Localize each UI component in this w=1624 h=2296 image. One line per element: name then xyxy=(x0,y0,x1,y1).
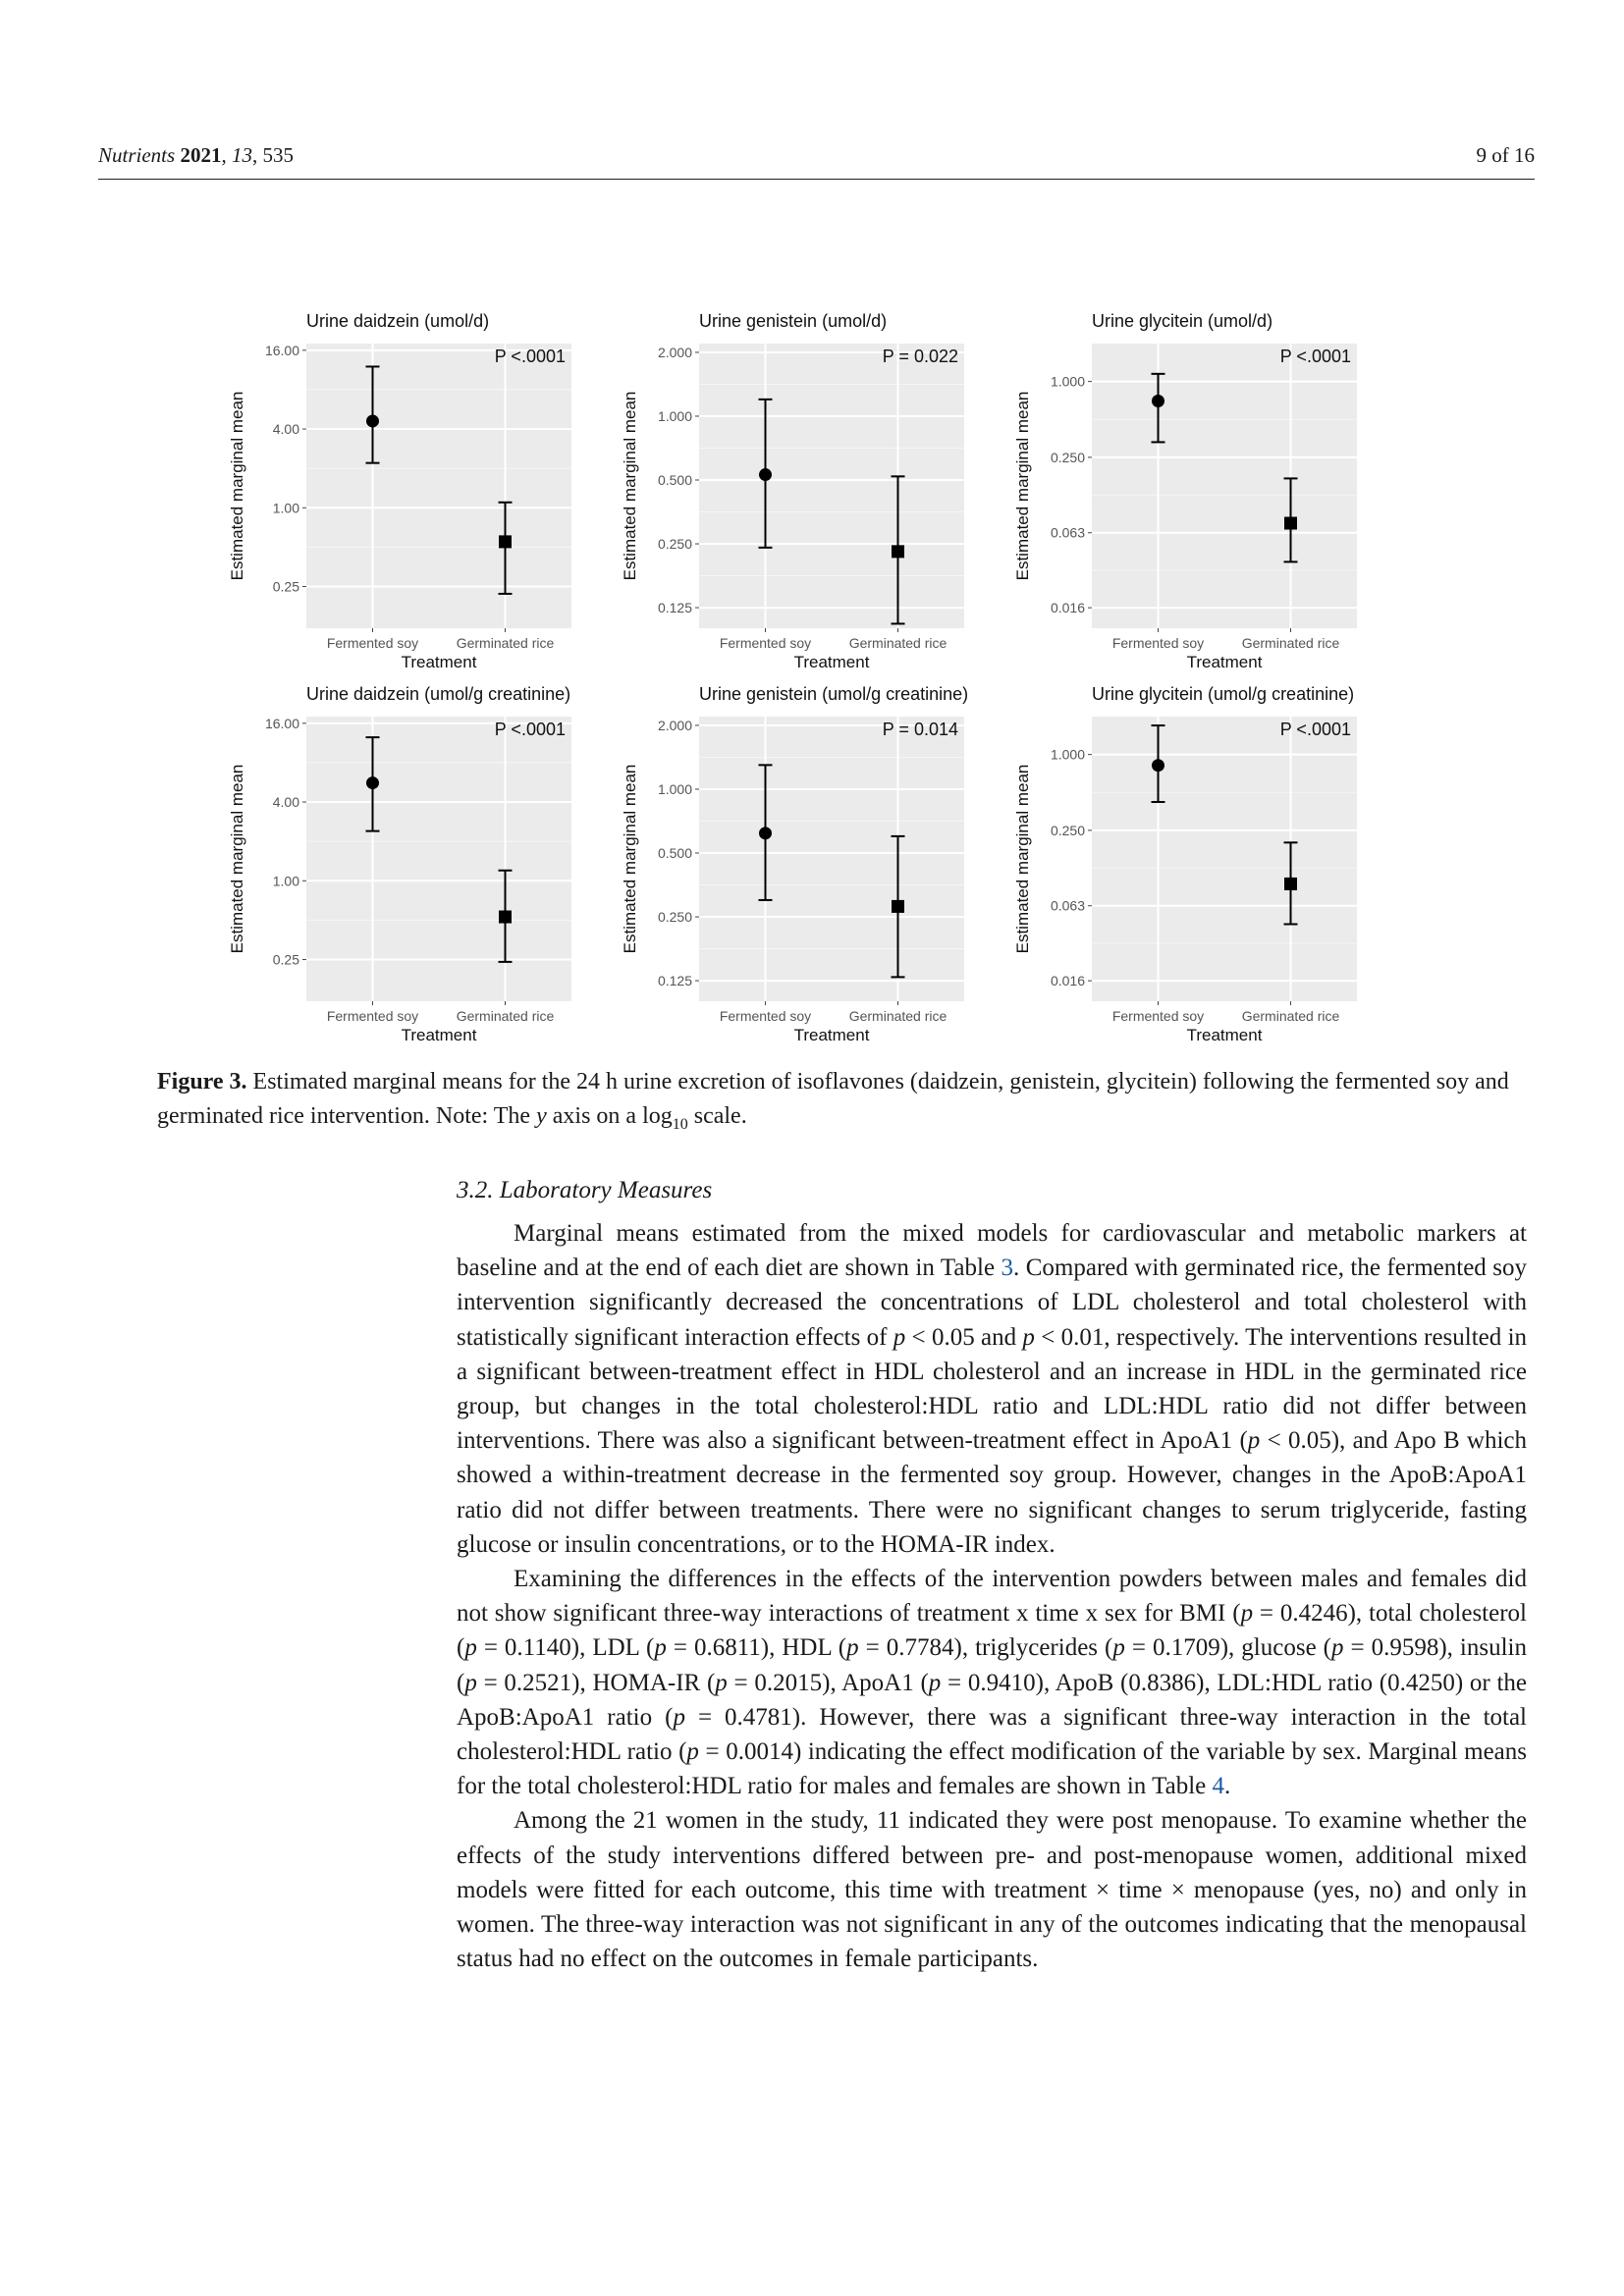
y-tick-label: 1.00 xyxy=(272,873,299,889)
x-axis-label: Treatment xyxy=(401,1026,477,1044)
p-value: P <.0001 xyxy=(494,347,566,366)
y-axis-label: Estimated marginal mean xyxy=(228,764,246,954)
x-tick-label: Fermented soy xyxy=(326,1008,419,1024)
y-axis-label: Estimated marginal mean xyxy=(1013,391,1032,581)
panel-title: Urine glycitein (umol/g creatinine) xyxy=(1092,684,1355,704)
x-tick-label: Germinated rice xyxy=(456,635,555,651)
data-point-square xyxy=(499,911,512,924)
x-axis-label: Treatment xyxy=(1186,1026,1263,1044)
y-tick-label: 2.000 xyxy=(657,344,692,360)
p-value: P = 0.022 xyxy=(882,347,958,366)
panel-title: Urine genistein (umol/d) xyxy=(699,311,888,331)
y-tick-label: 1.000 xyxy=(1050,746,1085,763)
data-point-circle xyxy=(759,827,772,839)
y-axis-label: Estimated marginal mean xyxy=(228,391,246,581)
data-point-square xyxy=(1284,878,1297,890)
panel-title: Urine genistein (umol/g creatinine) xyxy=(699,684,969,704)
x-tick-label: Fermented soy xyxy=(1111,635,1205,651)
figure-3-panels xyxy=(0,0,1624,1050)
y-tick-label: 1.00 xyxy=(272,500,299,516)
x-tick-label: Germinated rice xyxy=(848,635,947,651)
y-tick-label: 0.250 xyxy=(657,909,692,926)
data-point-circle xyxy=(759,468,772,481)
x-axis-label: Treatment xyxy=(793,653,870,671)
x-tick-label: Germinated rice xyxy=(456,1008,555,1024)
x-tick-label: Fermented soy xyxy=(1111,1008,1205,1024)
panel-title: Urine daidzein (umol/g creatinine) xyxy=(306,684,571,704)
paragraph-3: Among the 21 women in the study, 11 indicated they were post menopause. To examine whether the effects of the study interventions differed between pre- and post-menopause women, additional mixed models were fitted for each outcome, this time with treatment × time × menopause (yes, no) and only in women. The three-way interaction was not significant in any of the outcomes indicating that the menopausal status had no effect on the outcomes in female participants. xyxy=(457,1807,1527,1973)
data-point-circle xyxy=(1152,759,1164,772)
y-tick-label: 0.500 xyxy=(657,845,692,862)
x-axis-label: Treatment xyxy=(1186,653,1263,671)
p-value: P <.0001 xyxy=(1279,720,1351,739)
x-axis-label: Treatment xyxy=(793,1026,870,1044)
y-tick-label: 1.000 xyxy=(657,780,692,797)
y-tick-label: 0.063 xyxy=(1050,524,1085,541)
paragraph-1: Marginal means estimated from the mixed models for cardiovascular and metabolic markers at baseline and at the end of each diet are shown in Table 3. Compared with germinated rice, the fermented soy intervention significantly decreased the concentrations of LDL cholesterol and total cholesterol with statistically significant interaction effects of p < 0.05 and p < 0.01, respectively. The interventions resulted in a significant between-treatment effect in HDL cholesterol and an increase in HDL in the germinated rice group, but changes in the total cholesterol:HDL ratio and LDL:HDL ratio did not differ between interventions. There was also a significant between-treatment effect in ApoA1 (p < 0.05), and Apo B which showed a within-treatment decrease in the fermented soy group. However, changes in the ApoB:ApoA1 ratio did not differ between treatments. There were no significant changes to serum triglyceride, fasting glucose or insulin concentrations, or to the HOMA-IR index. xyxy=(457,1220,1528,1558)
y-tick-label: 0.125 xyxy=(657,600,692,616)
panel-background xyxy=(306,344,571,628)
panel-background xyxy=(306,717,571,1001)
y-tick-label: 16.00 xyxy=(264,715,299,731)
p-value: P <.0001 xyxy=(1279,347,1351,366)
y-tick-label: 0.250 xyxy=(1050,449,1085,465)
paragraph-2: Examining the differences in the effects of the intervention powders between males and females did not show significant three-way interactions of treatment x time x sex for BMI (p = 0.4246), total cholesterol (p = 0.1140), LDL (p = 0.6811), HDL (p = 0.7784), triglycerides (p = 0.1709), glucose (p = 0.9598), insulin (p = 0.2521), HOMA-IR (p = 0.2015), ApoA1 (p = 0.9410), ApoB (0.8386), LDL:HDL ratio (0.4250) or the ApoB:ApoA1 ratio (p = 0.4781). However, there was a significant three-way interaction in the total cholesterol:HDL ratio (p = 0.0014) indicating the effect modification of the variable by sex. Marginal means for the total cholesterol:HDL ratio for males and females are shown in Table 4. xyxy=(457,1566,1528,1800)
data-point-circle xyxy=(366,776,379,789)
figure-caption: Figure 3. Estimated marginal means for the 24 h urine excretion of isoflavones (daidzein, genistein, glycitein) following the fermented soy and germinated rice intervention. Note: The y axis on a $\log_{10}$ scale. xyxy=(157,1069,1509,1133)
data-point-circle xyxy=(366,414,379,427)
panel-background xyxy=(1092,344,1357,628)
y-tick-label: 0.25 xyxy=(272,951,299,968)
y-tick-label: 0.250 xyxy=(1050,822,1085,838)
page-number: 9 of 16 xyxy=(1476,143,1535,167)
y-tick-label: 16.00 xyxy=(264,342,299,358)
y-tick-label: 1.000 xyxy=(1050,373,1085,390)
data-point-circle xyxy=(1152,395,1164,407)
section-laboratory-measures xyxy=(457,1173,1527,1976)
y-axis-label: Estimated marginal mean xyxy=(621,764,639,954)
panel-background xyxy=(699,344,964,628)
y-tick-label: 0.016 xyxy=(1050,600,1085,616)
x-axis-label: Treatment xyxy=(401,653,477,671)
y-tick-label: 0.016 xyxy=(1050,973,1085,989)
y-tick-label: 0.063 xyxy=(1050,897,1085,914)
y-tick-label: 0.25 xyxy=(272,578,299,595)
y-axis-label: Estimated marginal mean xyxy=(621,391,639,581)
table-reference-link[interactable]: 3 xyxy=(1001,1255,1014,1282)
y-tick-label: 0.250 xyxy=(657,536,692,553)
x-tick-label: Germinated rice xyxy=(1241,635,1340,651)
y-axis-label: Estimated marginal mean xyxy=(1013,764,1032,954)
y-tick-label: 4.00 xyxy=(272,421,299,438)
x-tick-label: Germinated rice xyxy=(1241,1008,1340,1024)
journal-citation: Nutrients 2021, 13, 535 xyxy=(98,143,294,167)
panel-title: Urine glycitein (umol/d) xyxy=(1092,311,1273,331)
y-tick-label: 0.125 xyxy=(657,973,692,989)
p-value: P = 0.014 xyxy=(882,720,958,739)
y-tick-label: 0.500 xyxy=(657,472,692,489)
panel-title: Urine daidzein (umol/d) xyxy=(306,311,490,331)
x-tick-label: Fermented soy xyxy=(719,1008,812,1024)
x-tick-label: Fermented soy xyxy=(326,635,419,651)
panel-background xyxy=(1092,717,1357,1001)
y-tick-label: 4.00 xyxy=(272,794,299,811)
x-tick-label: Germinated rice xyxy=(848,1008,947,1024)
table-reference-link[interactable]: 4 xyxy=(1212,1773,1225,1800)
p-value: P <.0001 xyxy=(494,720,566,739)
x-tick-label: Fermented soy xyxy=(719,635,812,651)
data-point-square xyxy=(1284,517,1297,530)
data-point-square xyxy=(892,900,904,913)
y-tick-label: 2.000 xyxy=(657,717,692,733)
figure-3-svg xyxy=(0,0,1624,1050)
panel-background xyxy=(699,717,964,1001)
y-tick-label: 1.000 xyxy=(657,407,692,424)
data-point-square xyxy=(892,545,904,558)
section-heading: 3.2. Laboratory Measures xyxy=(457,1177,713,1203)
figure-label: Figure 3. xyxy=(157,1069,247,1095)
data-point-square xyxy=(499,535,512,548)
